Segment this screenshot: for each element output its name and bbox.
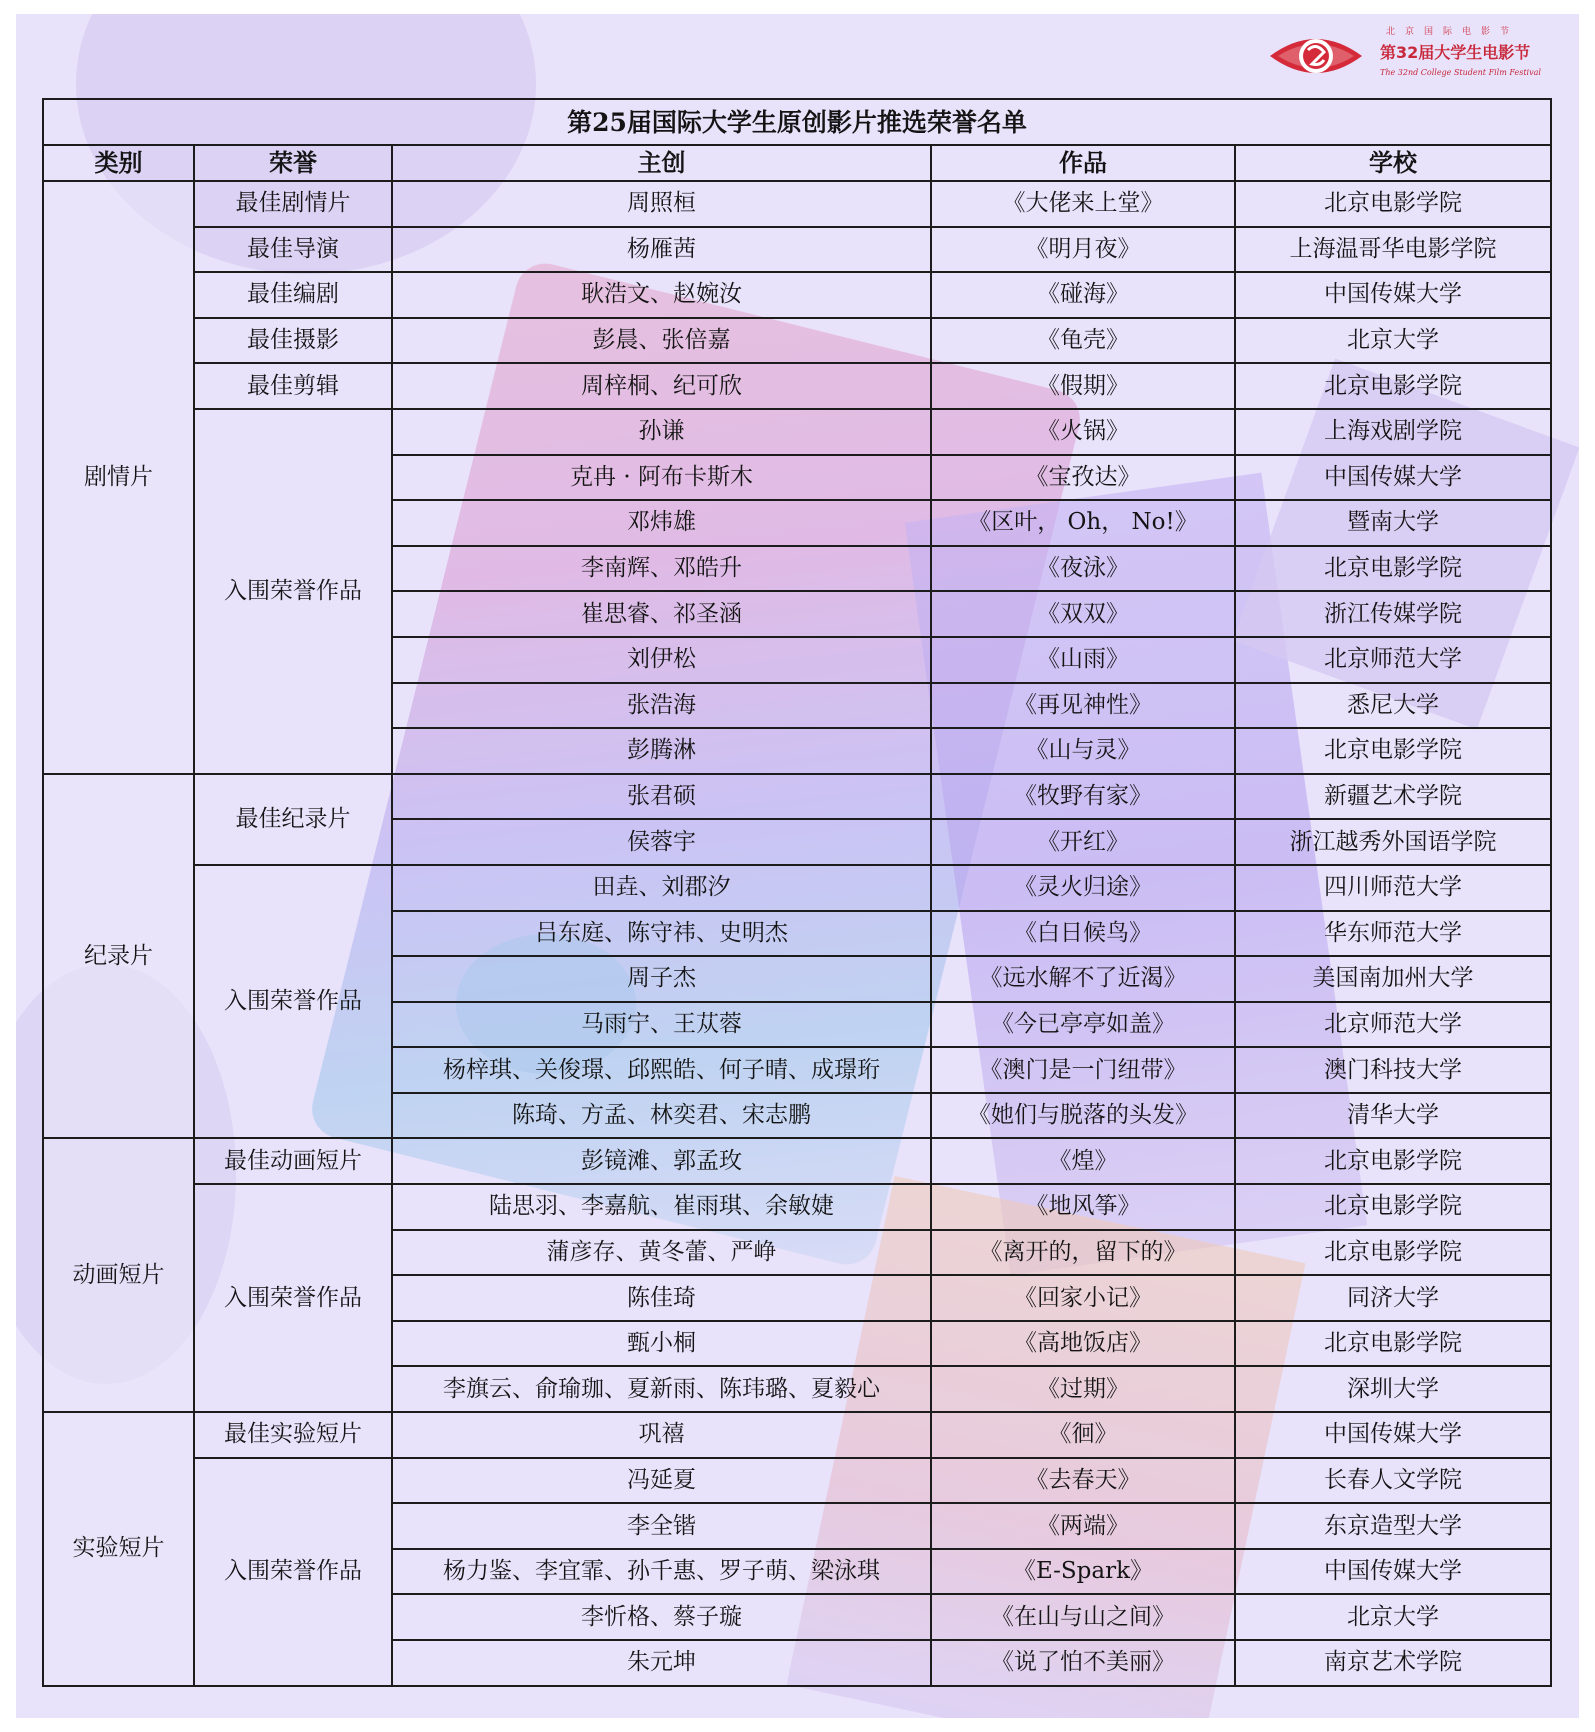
- table-row: [43, 865, 1551, 911]
- school-cell: 北京电影学院: [1235, 181, 1551, 227]
- work-cell: 《牧野有家》: [931, 774, 1235, 820]
- creator-cell: 杨雁茜: [392, 227, 931, 273]
- honor-cell: 最佳编剧: [194, 272, 392, 318]
- table-row: [43, 1412, 1551, 1458]
- honor-cell: 最佳剧情片: [194, 181, 392, 227]
- creator-cell: 陈佳琦: [392, 1275, 931, 1321]
- creator-cell: 刘伊松: [392, 637, 931, 683]
- category-cell: 动画短片: [43, 1138, 194, 1412]
- work-cell: 《再见神性》: [931, 683, 1235, 729]
- logo-small-text: 北京国际电影节: [1386, 27, 1520, 37]
- school-cell: 上海戏剧学院: [1235, 409, 1551, 455]
- school-cell: 北京大学: [1235, 1594, 1551, 1640]
- creator-cell: 克冉 · 阿布卡斯木: [392, 455, 931, 501]
- festival-logo: [1268, 24, 1548, 86]
- honor-cell: 入围荣誉作品: [194, 409, 392, 774]
- creator-cell: 张浩海: [392, 683, 931, 729]
- school-cell: 美国南加州大学: [1235, 956, 1551, 1002]
- creator-cell: 耿浩文、赵婉汝: [392, 272, 931, 318]
- school-cell: 新疆艺术学院: [1235, 774, 1551, 820]
- creator-cell: 杨力鉴、李宜霏、孙千惠、罗子萌、梁泳琪: [392, 1549, 931, 1595]
- school-cell: 南京艺术学院: [1235, 1640, 1551, 1686]
- work-cell: 《回家小记》: [931, 1275, 1235, 1321]
- creator-cell: 彭腾淋: [392, 728, 931, 774]
- table-row: [43, 227, 1551, 273]
- work-cell: 《过期》: [931, 1366, 1235, 1412]
- work-cell: 《宝孜达》: [931, 455, 1235, 501]
- creator-cell: 李旗云、俞瑜珈、夏新雨、陈玮璐、夏毅心: [392, 1366, 931, 1412]
- school-cell: 北京电影学院: [1235, 546, 1551, 592]
- school-cell: 深圳大学: [1235, 1366, 1551, 1412]
- work-cell: 《远水解不了近渴》: [931, 956, 1235, 1002]
- work-cell: 《说了怕不美丽》: [931, 1640, 1235, 1686]
- work-cell: 《在山与山之间》: [931, 1594, 1235, 1640]
- creator-cell: 田垚、刘郡汐: [392, 865, 931, 911]
- honor-cell: 入围荣誉作品: [194, 1458, 392, 1686]
- creator-cell: 彭晨、张倍嘉: [392, 318, 931, 364]
- table-body: [43, 181, 1551, 1686]
- school-cell: 清华大学: [1235, 1093, 1551, 1139]
- creator-cell: 李忻格、蔡子璇: [392, 1594, 931, 1640]
- creator-cell: 李全锴: [392, 1503, 931, 1549]
- work-cell: 《假期》: [931, 363, 1235, 409]
- school-cell: 北京电影学院: [1235, 1321, 1551, 1367]
- creator-cell: 周梓桐、纪可欣: [392, 363, 931, 409]
- creator-cell: 周照桓: [392, 181, 931, 227]
- creator-cell: 杨梓琪、关俊璟、邱熙皓、何子晴、成璟珩: [392, 1047, 931, 1093]
- creator-cell: 巩禧: [392, 1412, 931, 1458]
- work-cell: 《夜泳》: [931, 546, 1235, 592]
- honor-cell: 入围荣誉作品: [194, 1184, 392, 1412]
- honor-cell: 最佳动画短片: [194, 1138, 392, 1184]
- category-cell: 剧情片: [43, 181, 194, 774]
- school-cell: 浙江越秀外国语学院: [1235, 819, 1551, 865]
- work-cell: 《离开的，留下的》: [931, 1230, 1235, 1276]
- table-row: [43, 1458, 1551, 1504]
- school-cell: 暨南大学: [1235, 500, 1551, 546]
- school-cell: 华东师范大学: [1235, 911, 1551, 957]
- work-cell: 《双双》: [931, 591, 1235, 637]
- school-cell: 北京电影学院: [1235, 728, 1551, 774]
- work-cell: 《区叶， Oh， No!》: [931, 500, 1235, 546]
- school-cell: 东京造型大学: [1235, 1503, 1551, 1549]
- school-cell: 上海温哥华电影学院: [1235, 227, 1551, 273]
- school-cell: 北京师范大学: [1235, 637, 1551, 683]
- eye-logo-icon: [1268, 28, 1364, 84]
- honor-cell: 最佳摄影: [194, 318, 392, 364]
- honor-cell: 最佳剪辑: [194, 363, 392, 409]
- work-cell: 《碰海》: [931, 272, 1235, 318]
- work-cell: 《明月夜》: [931, 227, 1235, 273]
- creator-cell: 彭镜滩、郭孟玫: [392, 1138, 931, 1184]
- category-cell: 实验短片: [43, 1412, 194, 1686]
- creator-cell: 侯蓉宇: [392, 819, 931, 865]
- creator-cell: 崔思睿、祁圣涵: [392, 591, 931, 637]
- work-cell: 《高地饭店》: [931, 1321, 1235, 1367]
- school-cell: 北京电影学院: [1235, 1230, 1551, 1276]
- creator-cell: 陈琦、方孟、林奕君、宋志鹏: [392, 1093, 931, 1139]
- work-cell: 《开红》: [931, 819, 1235, 865]
- honor-cell: 最佳实验短片: [194, 1412, 392, 1458]
- school-cell: 北京大学: [1235, 318, 1551, 364]
- table-row: [43, 272, 1551, 318]
- school-cell: 北京电影学院: [1235, 1184, 1551, 1230]
- header-honor: 荣誉: [194, 145, 392, 181]
- school-cell: 中国传媒大学: [1235, 272, 1551, 318]
- creator-cell: 周子杰: [392, 956, 931, 1002]
- creator-cell: 朱元坤: [392, 1640, 931, 1686]
- school-cell: 悉尼大学: [1235, 683, 1551, 729]
- header-category: 类别: [43, 145, 194, 181]
- creator-cell: 邓炜雄: [392, 500, 931, 546]
- logo-title: 第32届大学生电影节: [1380, 43, 1531, 62]
- table-row: [43, 409, 1551, 455]
- work-cell: 《地风筝》: [931, 1184, 1235, 1230]
- school-cell: 中国传媒大学: [1235, 1549, 1551, 1595]
- header-school: 学校: [1235, 145, 1551, 181]
- creator-cell: 甄小桐: [392, 1321, 931, 1367]
- category-cell: 纪录片: [43, 774, 194, 1139]
- table-row: [43, 1138, 1551, 1184]
- creator-cell: 冯延夏: [392, 1458, 931, 1504]
- school-cell: 北京电影学院: [1235, 1138, 1551, 1184]
- table-row: [43, 774, 1551, 820]
- table-row: [43, 1184, 1551, 1230]
- work-cell: 《澳门是一门纽带》: [931, 1047, 1235, 1093]
- work-cell: 《白日候鸟》: [931, 911, 1235, 957]
- school-cell: 四川师范大学: [1235, 865, 1551, 911]
- work-cell: 《她们与脱落的头发》: [931, 1093, 1235, 1139]
- work-cell: 《灵火归途》: [931, 865, 1235, 911]
- school-cell: 北京电影学院: [1235, 363, 1551, 409]
- school-cell: 长春人文学院: [1235, 1458, 1551, 1504]
- work-cell: 《煌》: [931, 1138, 1235, 1184]
- creator-cell: 马雨宁、王苁蓉: [392, 1002, 931, 1048]
- creator-cell: 陆思羽、李嘉航、崔雨琪、余敏婕: [392, 1184, 931, 1230]
- work-cell: 《龟壳》: [931, 318, 1235, 364]
- table-row: [43, 363, 1551, 409]
- table-row: [43, 318, 1551, 364]
- creator-cell: 李南辉、邓皓升: [392, 546, 931, 592]
- creator-cell: 孙谦: [392, 409, 931, 455]
- honor-cell: 最佳导演: [194, 227, 392, 273]
- work-cell: 《山雨》: [931, 637, 1235, 683]
- work-cell: 《今已亭亭如盖》: [931, 1002, 1235, 1048]
- school-cell: 中国传媒大学: [1235, 1412, 1551, 1458]
- school-cell: 浙江传媒学院: [1235, 591, 1551, 637]
- table-title: 第25届国际大学生原创影片推选荣誉名单: [43, 99, 1551, 145]
- work-cell: 《去春天》: [931, 1458, 1235, 1504]
- header-creator: 主创: [392, 145, 931, 181]
- honor-cell: 最佳纪录片: [194, 774, 392, 865]
- creator-cell: 蒲彦存、黄冬蕾、严峥: [392, 1230, 931, 1276]
- work-cell: 《徊》: [931, 1412, 1235, 1458]
- creator-cell: 吕东庭、陈守祎、史明杰: [392, 911, 931, 957]
- school-cell: 中国传媒大学: [1235, 455, 1551, 501]
- work-cell: 《大佬来上堂》: [931, 181, 1235, 227]
- honor-table: [42, 98, 1552, 1687]
- work-cell: 《E-Spark》: [931, 1549, 1235, 1595]
- school-cell: 澳门科技大学: [1235, 1047, 1551, 1093]
- logo-english: The 32nd College Student Film Festival: [1380, 68, 1541, 77]
- work-cell: 《火锅》: [931, 409, 1235, 455]
- creator-cell: 张君硕: [392, 774, 931, 820]
- work-cell: 《两端》: [931, 1503, 1235, 1549]
- work-cell: 《山与灵》: [931, 728, 1235, 774]
- school-cell: 北京师范大学: [1235, 1002, 1551, 1048]
- school-cell: 同济大学: [1235, 1275, 1551, 1321]
- table-row: [43, 181, 1551, 227]
- honor-cell: 入围荣誉作品: [194, 865, 392, 1139]
- header-work: 作品: [931, 145, 1235, 181]
